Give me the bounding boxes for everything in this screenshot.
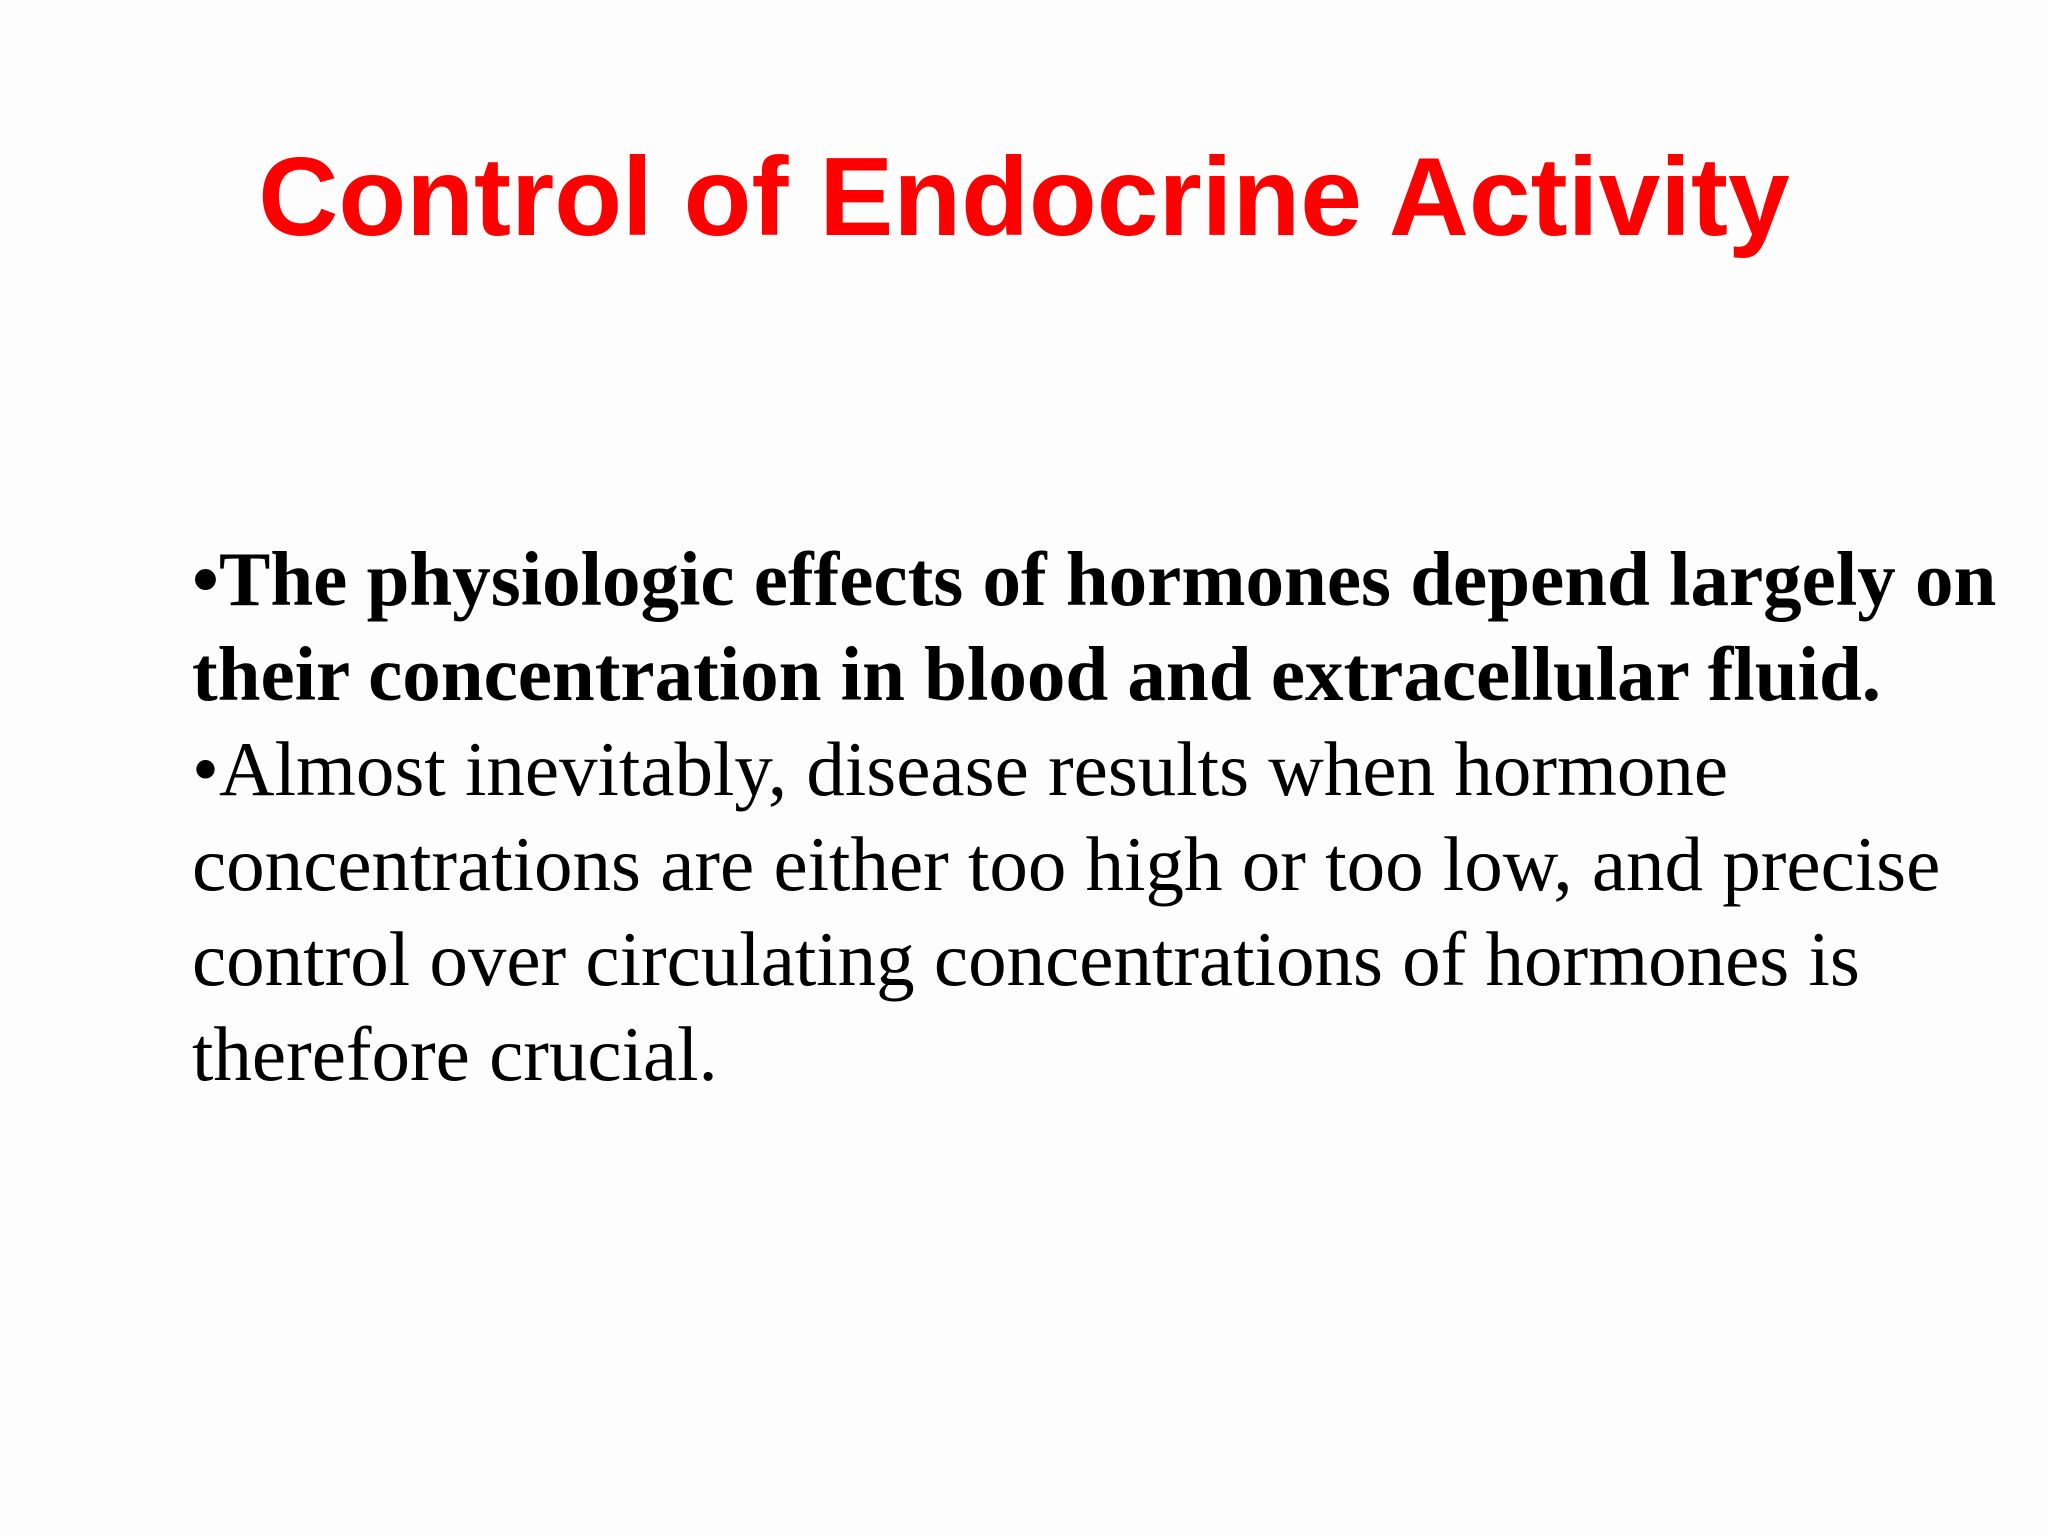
- bullet-marker: •: [192, 536, 219, 622]
- bullet-paragraph-2: [192, 722, 2012, 1102]
- bullet-paragraph-1: [192, 532, 2012, 722]
- bullet-marker: •: [192, 726, 219, 812]
- bullet-text: The physiologic effects of hormones depend largely on their concentration in blood and extracellular fluid.: [192, 536, 1997, 717]
- bullet-text: Almost inevitably, disease results when hormone concentrations are either too high or too low, and precise control over circulating concentrations of hormones is therefore crucial.: [192, 726, 1941, 1097]
- slide-title: Control of Endocrine Activity: [258, 135, 1790, 259]
- slide-body: [192, 532, 2012, 1102]
